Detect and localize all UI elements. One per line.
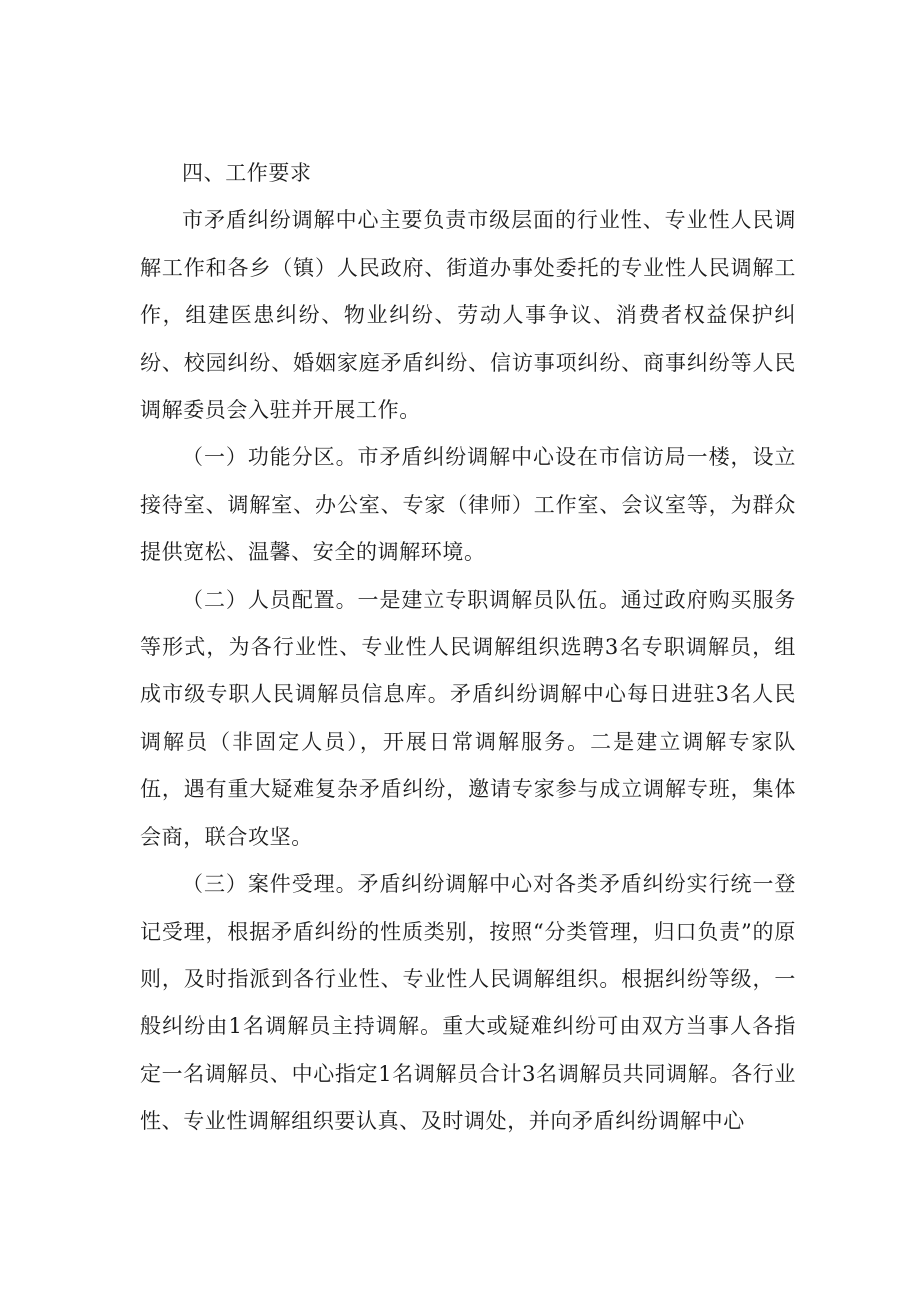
document-body xyxy=(140,150,796,1146)
paragraph-functional-zoning: （一）功能分区。市矛盾纠纷调解中心设在市信访局一楼，设立接待室、调解室、办公室、专家（律师）工作室、会议室等，为群众提供宽松、温馨、安全的调解环境。 xyxy=(140,445,796,565)
section-heading: 四、工作要求 xyxy=(182,161,312,185)
paragraph-staffing: （二）人员配置。一是建立专职调解员队伍。通过政府购买服务等形式，为各行业性、专业性人民调解组织选聘3名专职调解员，组成市级专职人民调解员信息库。矛盾纠纷调解中心每日进驻3名人民调解员（非固定人员），开展日常调解服务。二是建立调解专家队伍，遇有重大疑难复杂矛盾纠纷，邀请专家参与成立调解专班，集体会商，联合攻坚。 xyxy=(140,587,796,849)
paragraph-overview: 市矛盾纠纷调解中心主要负责市级层面的行业性、专业性人民调解工作和各乡（镇）人民政府、街道办事处委托的专业性人民调解工作，组建医患纠纷、物业纠纷、劳动人事争议、消费者权益保护纠纷、校园纠纷、婚姻家庭矛盾纠纷、信访事项纠纷、商事纠纷等人民调解委员会入驻并开展工作。 xyxy=(140,208,796,423)
paragraph-case-acceptance: （三）案件受理。矛盾纠纷调解中心对各类矛盾纠纷实行统一登记受理，根据矛盾纠纷的性质类别，按照“分类管理，归口负责”的原则，及时指派到各行业性、专业性人民调解组织。根据纠纷等级，一般纠纷由1名调解员主持调解。重大或疑难纠纷可由双方当事人各指定一名调解员、中心指定1名调解员合计3名调解员共同调解。各行业性、专业性调解组织要认真、及时调处，并向矛盾纠纷调解中心 xyxy=(140,872,796,1134)
